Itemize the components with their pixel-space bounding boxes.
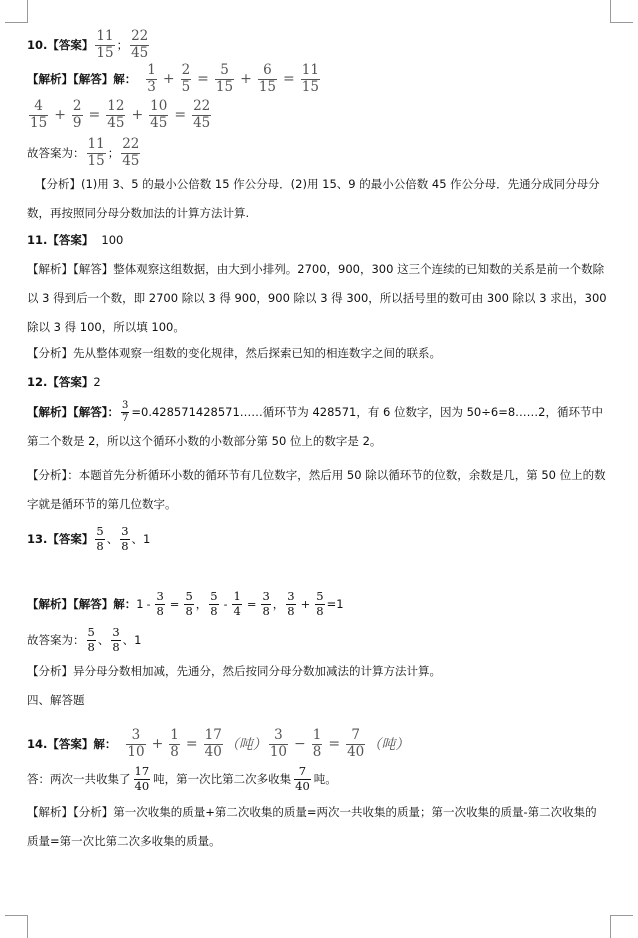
- separator: ；: [116, 38, 129, 52]
- fraction: $\frac{17}{40}$: [134, 764, 150, 793]
- fraction: $\frac{1}{4}$: [233, 589, 241, 618]
- corner-mark-top-right: [610, 0, 633, 23]
- fraction: $\frac{3}{8}$: [112, 625, 120, 654]
- fraction: $\frac{3}{10}$: [269, 727, 287, 760]
- q13-tail: =1: [326, 597, 344, 611]
- q13-jiexi-label: 【解析】【解答】解：: [27, 597, 137, 611]
- q14-tag: 14.【答案】解：: [27, 737, 117, 751]
- fraction: $\frac{5}{8}$: [87, 625, 95, 654]
- separator: 、: [97, 633, 110, 647]
- q14-ans-b: 吨，第一次比第二次多收集: [153, 772, 292, 786]
- q14-ans-a: 答：两次一共收集了: [27, 772, 131, 786]
- answer-prefix: 故答案为：: [27, 633, 85, 647]
- corner-mark-bottom-left: [5, 915, 28, 938]
- q11-answer-line: [27, 232, 123, 248]
- fraction: $\frac{3}{8}$: [121, 524, 129, 553]
- q13-answer-last: 1: [134, 633, 142, 647]
- q13-answer-last: 1: [143, 532, 151, 546]
- separator: 、: [122, 633, 135, 647]
- fraction: $\frac{11}{15}$: [301, 62, 319, 95]
- fraction: $\frac{1}{8}$: [170, 727, 179, 760]
- q14-jiexi: 【解析】【分析】第一次收集的质量+第二次收集的质量=两次一共收集的质量；第一次收集的质量-第二次收集的质量=第一次比第二次多收集的质量。: [27, 805, 597, 848]
- fraction: $\frac{5}{8}$: [210, 589, 218, 618]
- fraction: $\frac{6}{15}$: [258, 62, 277, 95]
- separator: ；: [107, 146, 120, 160]
- q10-final-answer: [27, 138, 142, 168]
- section-heading: 四、解答题: [27, 693, 85, 707]
- fraction: $\frac{3}{7}$: [122, 400, 129, 424]
- fraction: $\frac{2}{9}$: [72, 98, 82, 131]
- fraction: $\frac{17}{40}$: [204, 727, 222, 760]
- q12-tag: 12.【答案】: [27, 375, 94, 389]
- separator: 、: [131, 532, 144, 546]
- q10-expression-2: $\frac{4}{15}$ + $\frac{2}{9}$ = $\frac{12}{45}$ + $\frac{10}{45}$ = $\frac{22}{45}$: [30, 98, 211, 131]
- q12-jiexi-label: 【解析】【解答】：: [27, 405, 119, 419]
- q13-answer-line: [27, 526, 150, 552]
- comma: ，: [272, 597, 285, 611]
- fraction: $\frac{12}{45}$: [107, 98, 125, 131]
- answer-prefix: 故答案为：: [27, 146, 85, 160]
- q14-answer-sentence: [27, 766, 337, 792]
- unit: （吨）: [367, 737, 410, 753]
- q10-answer-line: [27, 30, 151, 60]
- fraction: $\frac{22}{45}$: [131, 28, 149, 61]
- fraction: $\frac{3}{8}$: [262, 589, 270, 618]
- q10-jiexi-line: 【解析】【解答】解： $\frac{1}{3}$ + $\frac{2}{5}$ = $\frac{5}{15}$ + $\frac{6}{15}$ = $\frac{11}{15}$: [27, 62, 319, 95]
- q10-tag: 10.【答案】: [27, 38, 94, 52]
- q13-final-answer: [27, 627, 141, 653]
- fraction: $\frac{10}{45}$: [150, 98, 168, 131]
- fraction: $\frac{7}{40}$: [295, 764, 310, 793]
- fraction: $\frac{11}{15}$: [87, 136, 105, 169]
- q14-answer-line: 14.【答案】解： $\frac{3}{10}$ + $\frac{1}{8}$ = $\frac{17}{40}$ （吨） $\frac{3}{10}$ − $\frac{1}{8}$ = $\frac{7}{40}$ （吨）: [27, 727, 410, 760]
- q12-jiexi-text: =0.428571428571……循环节为 428571，有 6 位数字，因为 50÷6=8……2，循环节中第二个数是 2，所以这个循环小数的小数部分第 50 位上的数字是 2。: [27, 405, 603, 448]
- q13-tag: 13.【答案】: [27, 532, 94, 546]
- fraction: $\frac{11}{15}$: [96, 28, 114, 61]
- q11-fenxi: 【分析】先从整体观察一组数的变化规律，然后探索已知的相连数字之间的联系。: [27, 346, 441, 360]
- q13-fenxi: 【分析】异分母分数相加减，先通分，然后按同分母分数加减法的计算方法计算。: [27, 664, 441, 678]
- q13-jiexi-line: 【解析】【解答】解： 1 - $\frac{3}{8}$ = $\frac{5}{8}$ ， $\frac{5}{8}$ - $\frac{1}{4}$ = $\frac{3}{8}$ ， $\frac{3}{8}$ + $\frac{5}{8}$ =1: [27, 589, 344, 618]
- fraction: $\frac{3}{8}$: [287, 589, 295, 618]
- q10-fenxi: 【分析】(1)用 3、5 的最小公倍数 15 作公分母．(2)用 15、9 的最小公倍数 45 作公分母．先通分成同分母分数，再按照同分母分数加法的计算方法计算.: [27, 177, 600, 220]
- q11-answer: 100: [101, 233, 124, 247]
- corner-mark-top-left: [5, 0, 28, 23]
- fraction: $\frac{7}{40}$: [347, 727, 365, 760]
- fraction: $\frac{22}{45}$: [122, 136, 140, 169]
- q11-tag: 11.【答案】: [27, 233, 94, 247]
- fraction: $\frac{5}{8}$: [316, 589, 324, 618]
- fraction: $\frac{3}{8}$: [156, 589, 164, 618]
- fraction: $\frac{22}{45}$: [193, 98, 211, 131]
- fraction: $\frac{3}{10}$: [127, 727, 145, 760]
- q14-ans-c: 吨。: [313, 772, 337, 786]
- q12-fenxi: 【分析】：本题首先分析循环小数的循环节有几位数字，然后用 50 除以循环节的位数，余数是几，第 50 位上的数字就是循环节的第几位数字。: [27, 468, 606, 511]
- fraction: $\frac{2}{5}$: [181, 62, 191, 95]
- fraction: $\frac{5}{15}$: [215, 62, 234, 95]
- fraction: $\frac{5}{8}$: [185, 589, 193, 618]
- corner-mark-bottom-right: [610, 915, 633, 938]
- q12-jiexi: [27, 398, 607, 456]
- fraction: $\frac{1}{3}$: [147, 62, 156, 95]
- separator: 、: [106, 532, 119, 546]
- fraction: $\frac{4}{15}$: [30, 98, 48, 131]
- q13-one: 1: [136, 597, 144, 611]
- q11-jiexi: 【解析】【解答】整体观察这组数据，由大到小排列。2700，900，300 这三个连续的已知数的关系是前一个数除以 3 得到后一个数，即 2700 除以 3 得 900，900 除以 3 得 300，所以括号里的数可由 300 除以 3 求出，300 除以 3 得 100，所以填 100。: [27, 262, 607, 334]
- fraction: $\frac{5}{8}$: [96, 524, 104, 553]
- q12-answer-line: [27, 374, 101, 390]
- unit: （吨）: [224, 737, 267, 753]
- q12-answer: 2: [93, 375, 101, 389]
- fraction: $\frac{1}{8}$: [312, 727, 322, 760]
- comma: ，: [195, 597, 208, 611]
- q10-jiexi-label: 【解析】【解答】解：: [27, 72, 137, 86]
